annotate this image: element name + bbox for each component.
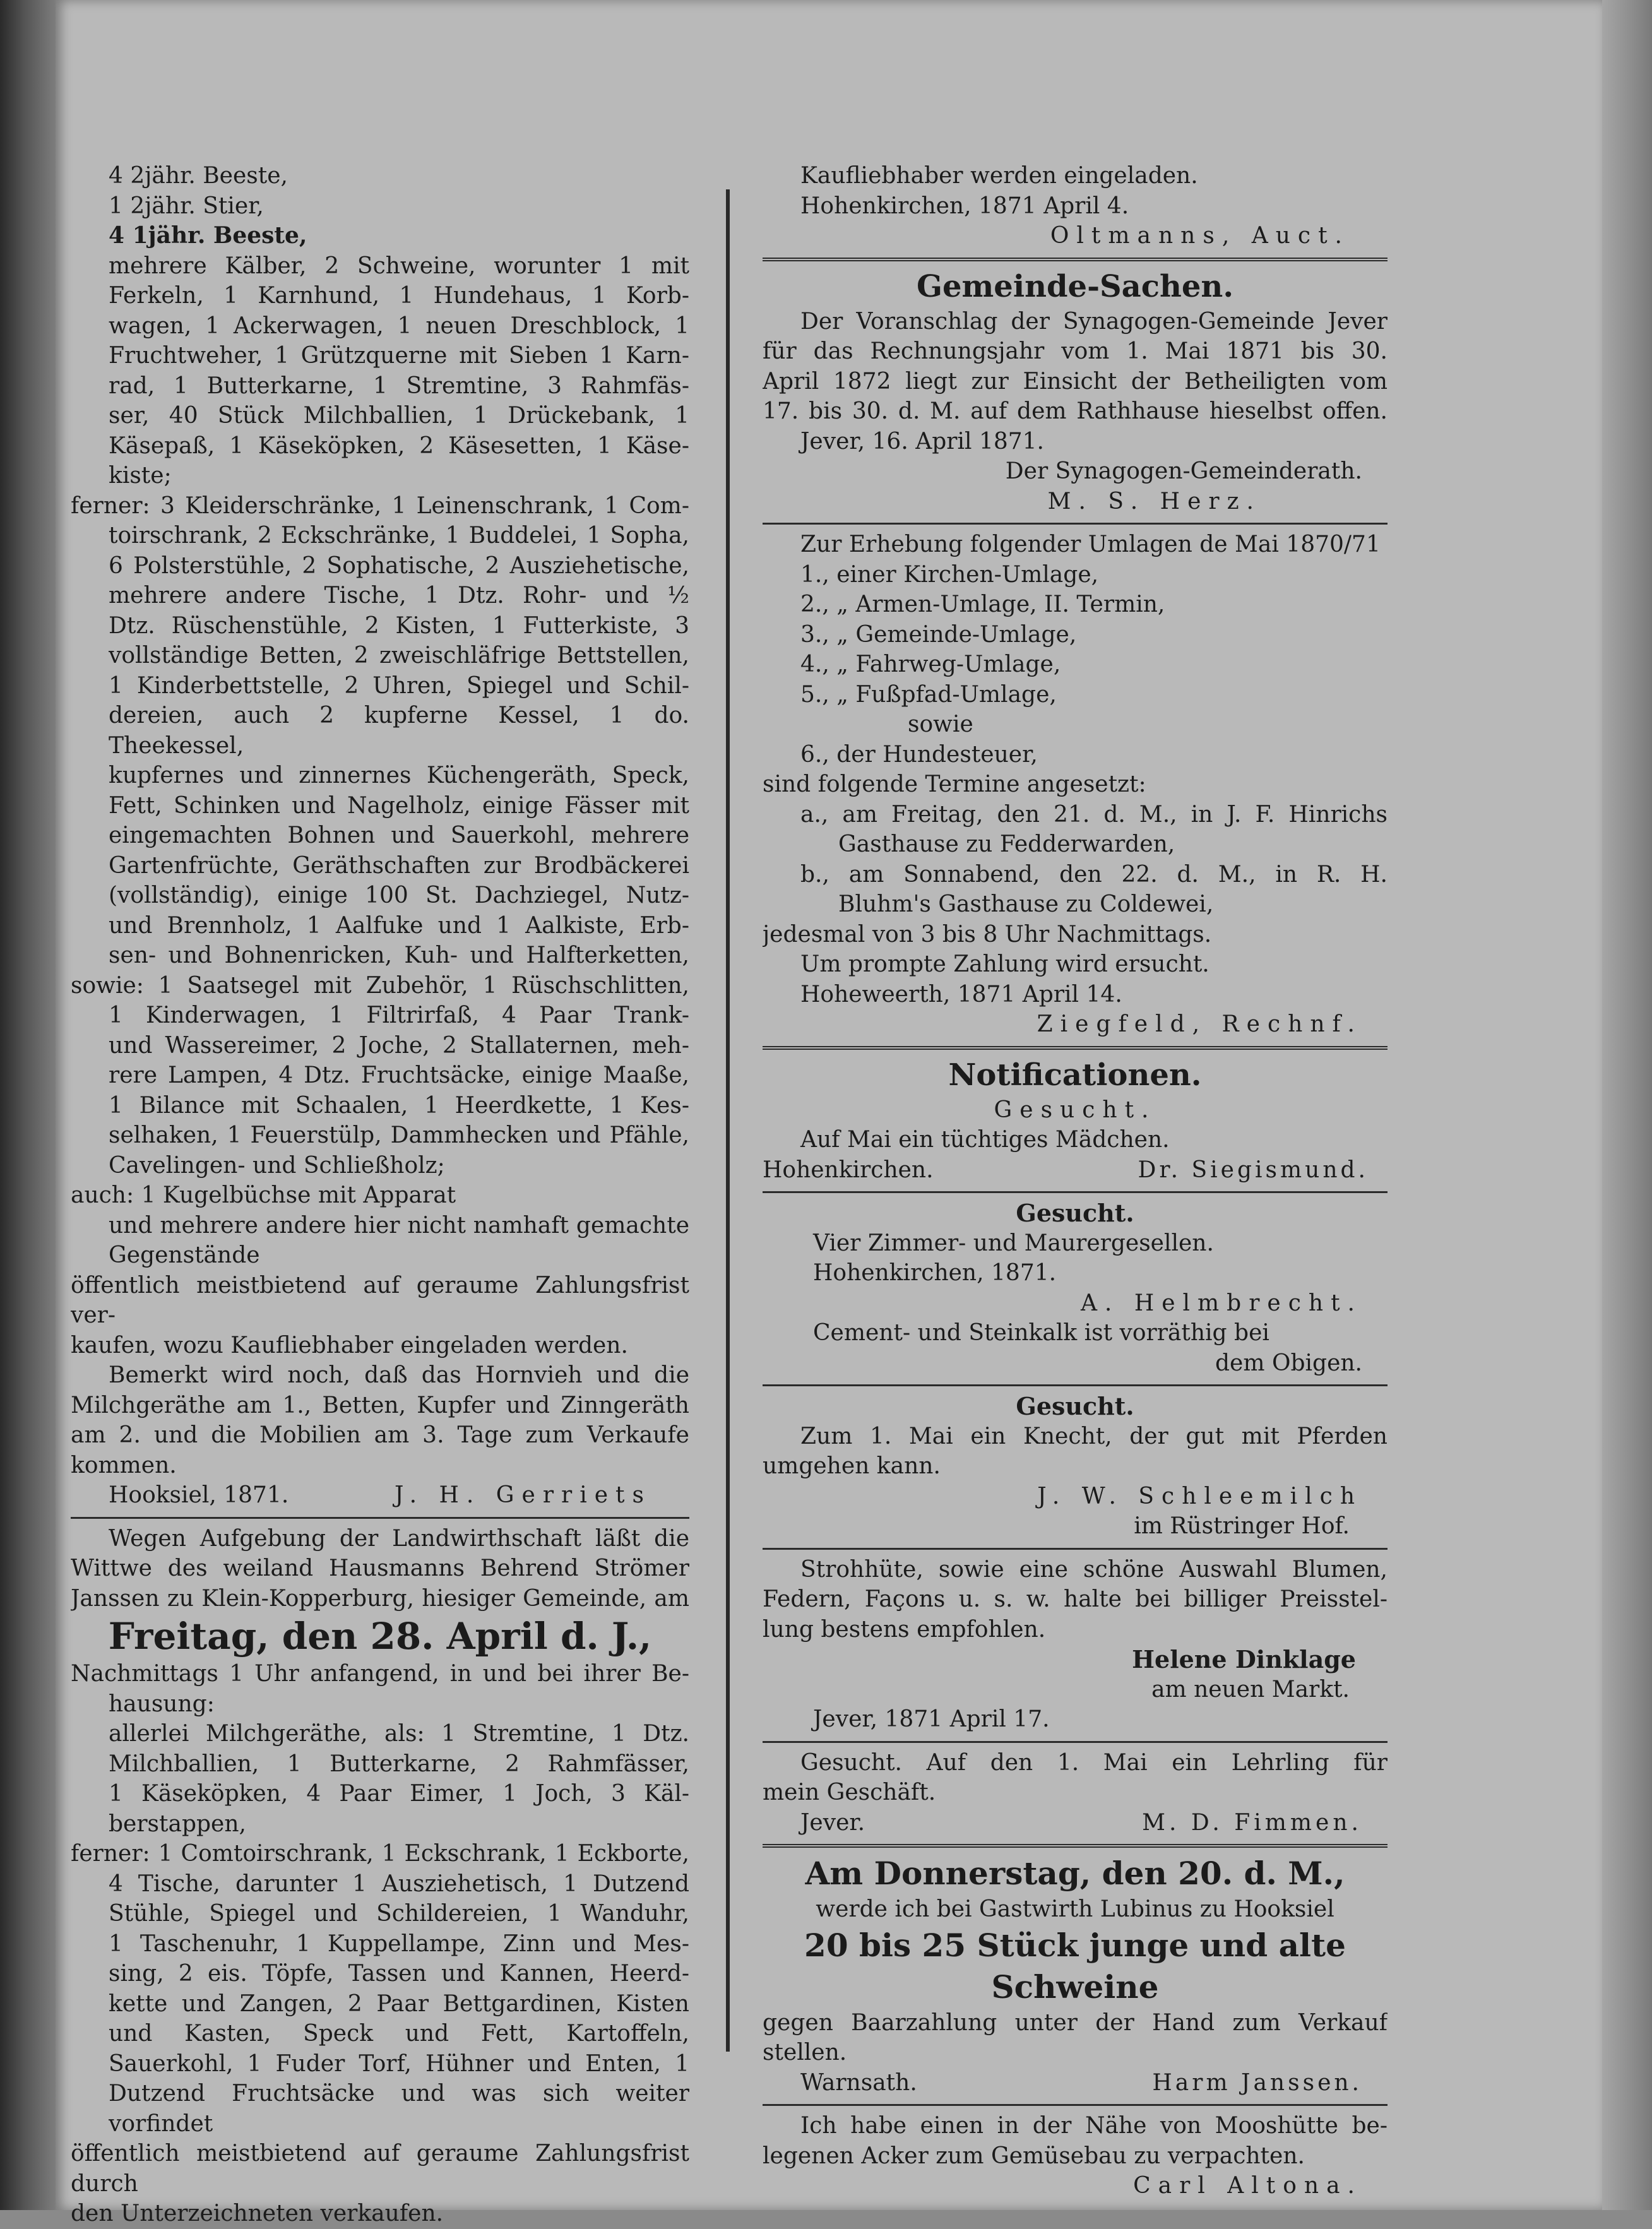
list-item: b., am Sonnabend, den 22. d. M., in R. H. [800, 861, 1388, 888]
list-item: 5., „ Fußpfad-Umlage, [800, 681, 1057, 708]
text-line: Jever, 1871 April 17. [813, 1706, 1050, 1732]
section-rule [763, 2104, 1388, 2106]
livestock-list [71, 161, 689, 251]
text-line: lung bestens empfohlen. [763, 1616, 1046, 1643]
text-line: Vier Zimmer- und Maurergesellen. [813, 1230, 1214, 1256]
text-line: allerlei Milchgeräthe, als: 1 Stremtine, 1 Dtz. [109, 1721, 689, 1747]
section-rule [763, 1046, 1388, 1050]
text-line: Sauerkohl, 1 Fuder Torf, Hühner und Enten, 1 [109, 2050, 689, 2077]
text-line: kommen. [71, 1452, 177, 1478]
auction-heading-schweine: 20 bis 25 Stück junge und alte [804, 1926, 1346, 1964]
text-line: werde ich bei Gastwirth Lubinus zu Hooksiel [816, 1896, 1334, 1922]
right-column [763, 161, 1388, 2201]
text-line: Um prompte Zahlung wird ersucht. [800, 951, 1209, 977]
sig-place: Hohenkirchen. [763, 1156, 934, 1183]
text-line: ferner: 3 Kleiderschränke, 1 Leinenschrank, 1 Com- [71, 492, 689, 519]
text-line: Zum 1. Mai ein Knecht, der gut mit Pferden [800, 1423, 1388, 1449]
section-heading-gemeinde: Gemeinde-Sachen. [916, 268, 1234, 304]
signature-herz: M. S. Herz. [1047, 488, 1261, 514]
sig-place: Hooksiel, 1871. [109, 1482, 289, 1508]
text-line: toirschrank, 2 Eckschränke, 1 Buddelei, 1 Sopha, [109, 523, 689, 549]
text-line: auch: 1 Kugelbüchse mit Apparat [71, 1182, 456, 1208]
text-line: kette und Zangen, 2 Paar Bettgardinen, Kisten [109, 1990, 689, 2017]
text-line: Federn, Façons u. s. w. halte bei billiger Preisstel- [763, 1586, 1388, 1612]
text-line: rad, 1 Butterkarne, 1 Stremtine, 3 Rahmfäs- [109, 372, 689, 399]
text-line: Nachmittags 1 Uhr anfangend, in und bei ihrer Be- [71, 1661, 689, 1687]
text-line: 4 1jähr. Beeste, [109, 222, 307, 249]
sig-place: Jever. [800, 1809, 865, 1836]
text-line: Auf Mai ein tüchtiges Mädchen. [800, 1127, 1170, 1153]
termine-list [763, 800, 1388, 920]
text-line: rere Lampen, 4 Dtz. Fruchtsäcke, einige Maaße, [109, 1062, 689, 1088]
text-line: Hoheweerth, 1871 April 14. [800, 981, 1122, 1008]
sowie-list [71, 1001, 689, 1180]
section-rule [763, 1191, 1388, 1193]
furniture-list [71, 521, 689, 971]
text-line: öffentlich meistbietend auf geraume Zahlungsfrist durch [71, 2141, 689, 2197]
text-line: Cement- und Steinkalk ist vorräthig bei [813, 1320, 1269, 1346]
signature-ziegfeld: Ziegfeld, Rechnf. [1037, 1011, 1362, 1037]
text-line: 4 Tische, darunter 1 Ausziehetisch, 1 Dutzend [109, 1870, 689, 1897]
text-line: Dutzend Fruchtsäcke und was sich weiter vorfindet [109, 2081, 689, 2137]
text-line: Hohenkirchen, 1871. [813, 1260, 1057, 1286]
text-line: vollständige Betten, 2 zweischläfrige Bettstellen, [109, 643, 689, 669]
sig-name: J. H. Gerriets [394, 1482, 651, 1508]
text-line: Gegenstände [109, 1242, 260, 1268]
text-line: 1 Taschenuhr, 1 Kuppellampe, Zinn und Mes- [109, 1930, 689, 1957]
text-line: Wittwe des weiland Hausmanns Behrend Strömer [71, 1555, 689, 1581]
list-item: 6., der Hundesteuer, [800, 741, 1038, 768]
text-line: Wegen Aufgebung der Landwirthschaft läßt die [109, 1525, 689, 1552]
page-edge [1602, 0, 1652, 2210]
text-line: Fruchtweher, 1 Grützquerne mit Sieben 1 Karn- [109, 343, 689, 369]
text-line: Der Synagogen-Gemeinderath. [1005, 458, 1362, 484]
text-line: 1 Käseköpken, 4 Paar Eimer, 1 Joch, 3 Käl- [109, 1781, 689, 1807]
text-line: und Kasten, Speck und Fett, Kartoffeln, [109, 2021, 689, 2047]
text-line: (vollständig), einige 100 St. Dachziegel, Nutz- [109, 883, 689, 908]
text-line: Gesucht. Auf den 1. Mai ein Lehrling für [800, 1749, 1388, 1776]
text-line: 1 Bilance mit Schaalen, 1 Heerdkette, 1 Kes- [109, 1092, 689, 1119]
text-line: Milchgeräthe am 1., Betten, Kupfer und Zinngeräth [71, 1392, 689, 1418]
signature-dinklage: Helene Dinklage [1132, 1645, 1356, 1673]
text-line: Der Voranschlag der Synagogen-Gemeinde Jever [800, 308, 1388, 335]
text-line: sowie: 1 Saatsegel mit Zubehör, 1 Rüschschlitten, [71, 972, 689, 999]
signature-altona: Carl Altona. [1133, 2173, 1362, 2199]
text-line: selhaken, 1 Feuerstülp, Dammhecken und Pfähle, [109, 1122, 689, 1148]
section-rule [763, 258, 1388, 261]
list-item: 3., „ Gemeinde-Umlage, [800, 621, 1077, 648]
text-line: Milchballien, 1 Butterkarne, 2 Rahmfässer, [109, 1751, 689, 1777]
signature-siegismund [763, 1155, 1388, 1186]
sig-place: Warnsath. [800, 2069, 917, 2096]
text-line: im Rüstringer Hof. [1134, 1513, 1350, 1539]
text-line: Bemerkt wird noch, daß das Hornvieh und die [109, 1362, 689, 1388]
section-rule [71, 1517, 689, 1519]
text-line: und mehrere andere hier nicht namhaft gemachte [109, 1212, 689, 1239]
text-line: stellen. [763, 2040, 847, 2066]
signature-janssen [763, 2068, 1388, 2098]
left-column [71, 161, 689, 2229]
text-line: mehrere Kälber, 2 Schweine, worunter 1 mit [109, 253, 689, 279]
auction-heading-schweine-2: Schweine [991, 1968, 1159, 2006]
text-line: 17. bis 30. d. M. auf dem Rathhause hieselbst offen. [763, 398, 1388, 424]
dairy-items [71, 1719, 689, 1839]
text-line: 1 2jähr. Stier, [109, 193, 264, 219]
list-item: 2., „ Armen-Umlage, II. Termin, [800, 591, 1165, 617]
text-line: Jever, 16. April 1871. [800, 428, 1044, 455]
text-line: kupfernes und zinnernes Küchengeräth, Speck, [109, 763, 689, 788]
signature-schleemilch: J. W. Schleemilch [1037, 1483, 1362, 1509]
auch-list [71, 1211, 689, 1271]
text-line: mein Geschäft. [763, 1780, 936, 1805]
text-line: öffentlich meistbietend auf geraume Zahlungsfrist ver- [71, 1272, 689, 1328]
sig-name: Dr. Siegismund. [1138, 1156, 1369, 1183]
text-line: Kaufliebhaber werden eingeladen. [800, 163, 1198, 189]
text-line: kaufen, wozu Kaufliebhaber eingeladen werden. [71, 1332, 628, 1358]
sig-name: Harm Janssen. [1152, 2069, 1362, 2096]
text-line: eingemachten Bohnen und Sauerkohl, mehrere [109, 823, 689, 848]
section-heading-notificationen: Notificationen. [948, 1057, 1202, 1093]
sig-name: M. D. Fimmen. [1142, 1809, 1362, 1836]
auction-heading-donnerstag: Am Donnerstag, den 20. d. M., [805, 1855, 1345, 1892]
text-line: Ferkeln, 1 Karnhund, 1 Hundehaus, 1 Korb- [109, 283, 689, 309]
text-line: berstappen, [109, 1810, 246, 1837]
text-line: ferner: 1 Comtoirschrank, 1 Eckschrank, 1 Eckborte, [71, 1841, 689, 1867]
text-line: Janssen zu Klein-Kopperburg, hiesiger Gemeinde, am [71, 1585, 689, 1612]
text-line: sing, 2 eis. Töpfe, Tassen und Kannen, Heerd- [109, 1961, 689, 1987]
text-line: den Unterzeichneten verkaufen. [71, 2201, 444, 2226]
text-line: dem Obigen. [1215, 1350, 1362, 1376]
text-line: Zur Erhebung folgender Umlagen de Mai 1870/71 [800, 532, 1381, 557]
gesucht-heading: Gesucht. [1016, 1199, 1134, 1227]
text-line: legenen Acker zum Gemüsebau zu verpachten. [763, 2143, 1305, 2169]
section-rule [763, 1844, 1388, 1848]
text-line: kiste; [109, 463, 172, 489]
text-line: April 1872 liegt zur Einsicht der Betheiligten vom [763, 368, 1388, 395]
signature-helmbrecht: A. Helmbrecht. [1080, 1290, 1362, 1316]
gesucht-label: Gesucht. [994, 1097, 1156, 1123]
text-line: gegen Baarzahlung unter der Hand zum Verkauf [763, 2009, 1388, 2036]
section-rule [763, 1548, 1388, 1550]
text-line: sen- und Bohnenricken, Kuh- und Halfterketten, [109, 942, 689, 968]
text-line: Stühle, Spiegel und Schildereien, 1 Wanduhr, [109, 1901, 689, 1927]
gesucht-heading: Gesucht. [1016, 1392, 1134, 1420]
umlage-list [763, 560, 1388, 770]
text-line: dereien, auch 2 kupferne Kessel, 1 do. Theekessel, [109, 703, 689, 759]
text-line: ser, 40 Stück Milchballien, 1 Drückebank, 1 [109, 403, 689, 429]
text-line: Gasthause zu Fedderwarden, [838, 831, 1175, 857]
text-line: 6 Polsterstühle, 2 Sophatische, 2 Ausziehetische, [109, 552, 689, 579]
text-line: Gartenfrüchte, Geräthschaften zur Brodbäckerei [109, 852, 689, 879]
text-line: sind folgende Termine angesetzt: [763, 771, 1146, 797]
text-line: hausung: [109, 1691, 215, 1717]
text-line: Dtz. Rüschenstühle, 2 Kisten, 1 Futterkiste, 3 [109, 612, 689, 639]
signature-fimmen [763, 1808, 1388, 1838]
text-line: für das Rechnungsjahr vom 1. Mai 1871 bis 30. [763, 338, 1388, 364]
section-rule [763, 1384, 1388, 1386]
text-line: und Brennholz, 1 Aalfuke und 1 Aalkiste, Erb- [109, 912, 689, 939]
signature-oltmanns: Oltmanns, Auct. [1050, 223, 1350, 249]
text-line: umgehen kann. [763, 1453, 941, 1479]
text-line: Fett, Schinken und Nagelholz, einige Fässer mit [109, 792, 689, 819]
text-line: am 2. und die Mobilien am 3. Tage zum Verkaufe [71, 1422, 689, 1448]
inventory-paragraph [71, 251, 689, 491]
text-line: Ich habe einen in der Nähe von Mooshütte be- [800, 2113, 1388, 2139]
text-line: mehrere andere Tische, 1 Dtz. Rohr- und ½ [109, 583, 689, 609]
text-line: Käsepaß, 1 Käseköpken, 2 Käsesetten, 1 Käse- [109, 432, 689, 459]
text-line: und Wassereimer, 2 Joche, 2 Stallaternen, meh- [109, 1032, 689, 1059]
section-rule [763, 523, 1388, 525]
text-line: 1 Kinderwagen, 1 Filtrirfaß, 4 Paar Trank- [109, 1002, 689, 1028]
signature-gerriets [71, 1480, 689, 1511]
text-line: 4 2jähr. Beeste, [109, 163, 288, 189]
column-divider [726, 189, 730, 2052]
list-item: 1., einer Kirchen-Umlage, [800, 561, 1099, 588]
text-line: sowie [908, 711, 973, 737]
text-line: Cavelingen- und Schließholz; [109, 1152, 445, 1179]
book-spine [0, 0, 56, 2210]
text-line: wagen, 1 Ackerwagen, 1 neuen Dreschblock, 1 [109, 312, 689, 339]
text-line: Hohenkirchen, 1871 April 4. [800, 193, 1129, 219]
text-line: 1 Kinderbettstelle, 2 Uhren, Spiegel und Schil- [109, 672, 689, 699]
ad2-ferner-list [71, 1869, 689, 2139]
text-line: jedesmal von 3 bis 8 Uhr Nachmittags. [763, 921, 1212, 948]
section-rule [763, 1741, 1388, 1743]
auction-date-heading: Freitag, den 28. April d. J., [108, 1615, 652, 1658]
text-line: am neuen Markt. [1151, 1676, 1350, 1703]
text-line: Strohhüte, sowie eine schöne Auswahl Blumen, [800, 1556, 1388, 1583]
list-item: a., am Freitag, den 21. d. M., in J. F. Hinrichs [800, 801, 1388, 828]
list-item: 4., „ Fahrweg-Umlage, [800, 651, 1061, 677]
text-line: Bluhm's Gasthause zu Coldewei, [838, 891, 1214, 917]
